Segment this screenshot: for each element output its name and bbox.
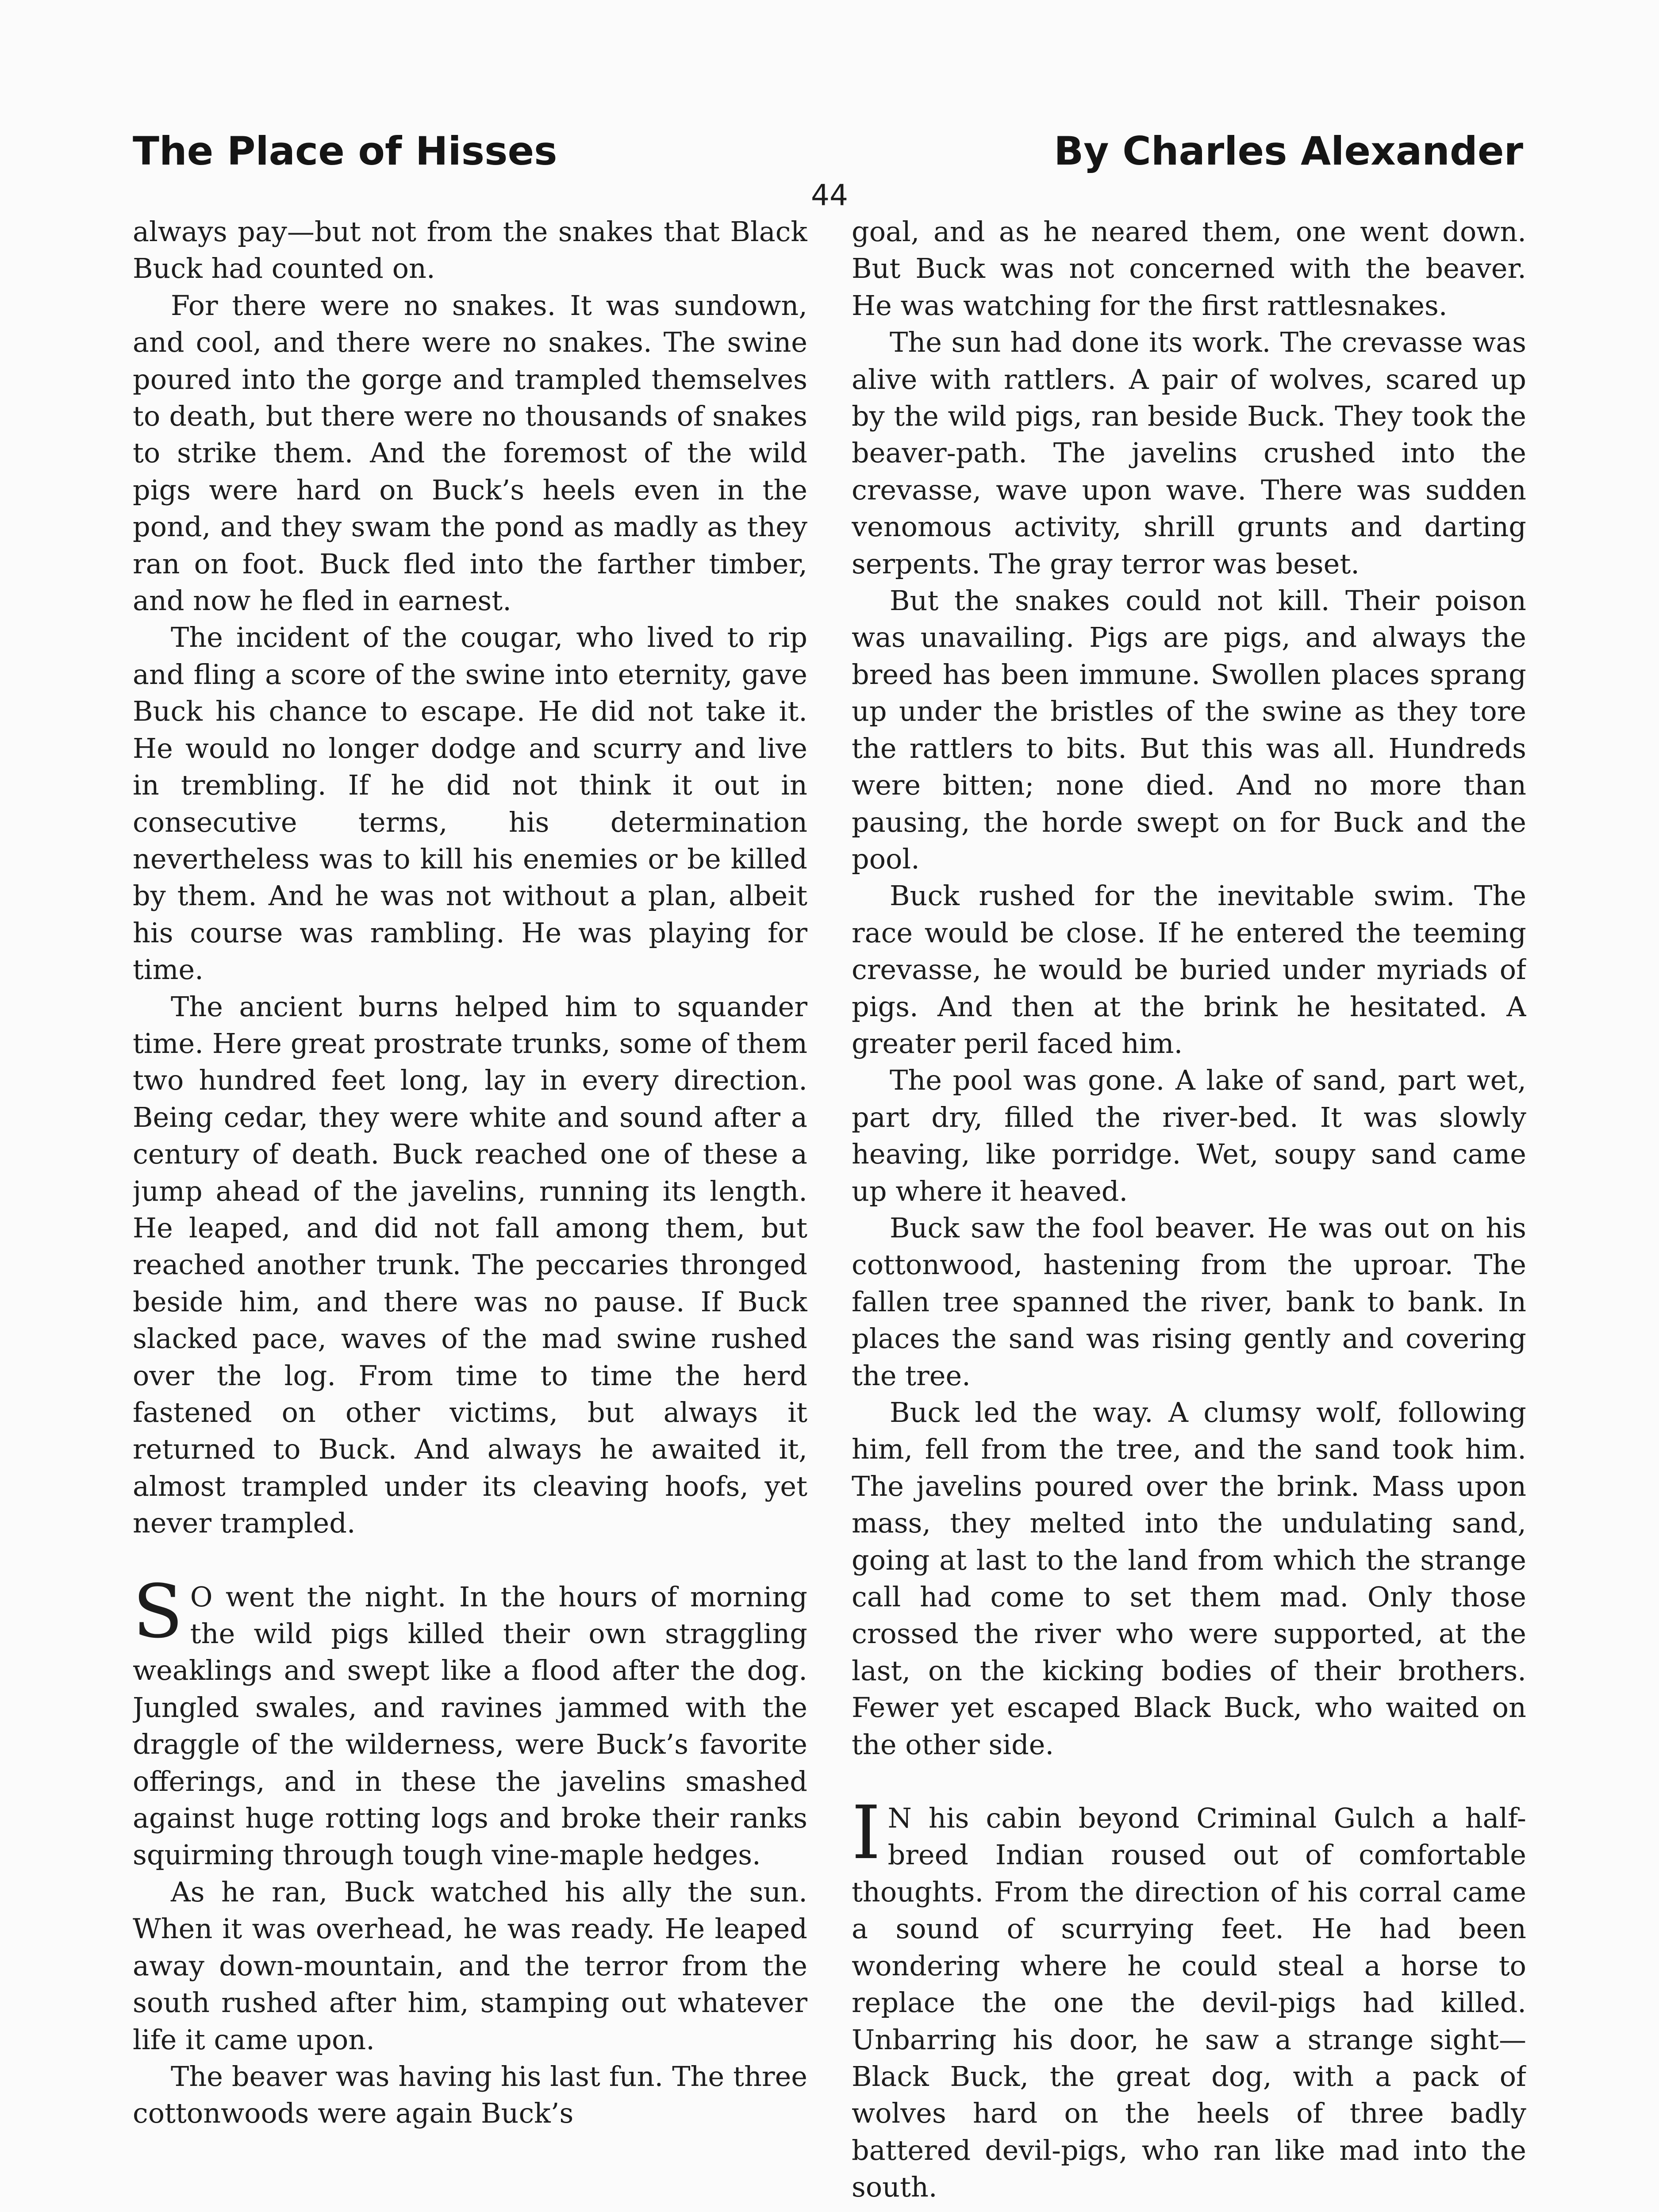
paragraph: The ancient burns helped him to squander time. Here great prostrate trunks, some of them two hundred feet long, lay in every direction. Being cedar, they were white and sound after a century of death. Buck reached one of these a jump ahead of the javelins, running its length. He leaped, and did not fall among them, but reached another trunk. The peccaries thronged beside him, and there was no pause. If Buck slacked pace, waves of the mad swine rushed over the log. From time to time the herd fastened on other victims, but always it returned to Buck. And always he awaited it, almost trampled under its cleaving hoofs, yet never trampled. xyxy=(133,990,807,1540)
paragraph: Buck rushed for the inevitable swim. The race would be close. If he entered the teeming crevasse, he would be buried under myriads of pigs. And then at the brink he hesitated. A greater peril faced him. xyxy=(852,879,1526,1060)
paragraph: always pay—but not from the snakes that Black Buck had counted on. xyxy=(133,215,807,285)
paragraph-text: N his cabin beyond Criminal Gulch a half-breed Indian roused out of comfortable thoughts. From the direction of his corral came a sound of scurrying feet. He had been wondering where he could steal a horse to replace the one the devil-pigs had killed. Unbarring his door, he saw a strange sight—Black Buck, the great dog, with a pack of wolves hard on the heels of three badly battered devil-pigs, who ran like mad into the south. xyxy=(852,1802,1526,2204)
paragraph: The incident of the cougar, who lived to rip and fling a score of the swine into eternity, gave Buck his chance to escape. He did not take it. He would no longer dodge and scurry and live in trembling. If he did not think it out in consecutive terms, his determination nevertheless was to kill his enemies or be killed by them. And he was not without a plan, albeit his course was rambling. He was playing for time. xyxy=(133,621,807,986)
paragraph: goal, and as he neared them, one went down. But Buck was not concerned with the beaver. He was watching for the first rattlesnakes. xyxy=(852,215,1526,322)
section-opening-paragraph xyxy=(852,1790,1526,2205)
paragraph: For there were no snakes. It was sundown, and cool, and there were no snakes. The swine poured into the gorge and trampled themselves to death, but there were no thousands of snakes to strike them. And the foremost of the wild pigs were hard on Buck’s heels even in the pond, and they swam the pond as madly as they ran on foot. Buck fled into the farther timber, and now he fled in earnest. xyxy=(133,289,807,617)
paragraph: But the snakes could not kill. Their poison was unavailing. Pigs are pigs, and always the breed has been immune. Swollen places sprang up under the bristles of the swine as they tore the rattlers to bits. But this was all. Hundreds were bitten; none died. And no more than pausing, the horde swept on for Buck and the pool. xyxy=(852,584,1526,875)
section-opening-paragraph xyxy=(133,1569,807,1874)
paragraph: Buck led the way. A clumsy wolf, following him, fell from the tree, and the sand took him. The javelins poured over the brink. Mass upon mass, they melted into the undulating sand, going at last to the land from which the strange call had come to set them mad. Only those crossed the river who were supported, at the last, on the kicking bodies of their brothers. Fewer yet escaped Black Buck, who waited on the other side. xyxy=(852,1396,1526,1761)
paragraph: The pool was gone. A lake of sand, part wet, part dry, filled the river-bed. It was slowly heaving, like porridge. Wet, soupy sand came up where it heaved. xyxy=(852,1064,1526,1207)
author-byline: By Charles Alexander xyxy=(1054,128,1523,174)
drop-cap: S xyxy=(133,1569,183,1655)
page-number: 44 xyxy=(811,178,848,212)
paragraph-text: O went the night. In the hours of morning the wild pigs killed their own straggling weaklings and swept like a flood after the dog. Jungled swales, and ravines jammed with the draggle of the wilderness, were Buck’s favorite offerings, and in these the javelins smashed against huge rotting logs and broke their ranks squirming through tough vine-maple hedges. xyxy=(133,1580,807,1871)
paragraph: Buck saw the fool beaver. He was out on his cottonwood, hastening from the uproar. The fallen tree spanned the river, bank to bank. In places the sand was rising gently and covering the tree. xyxy=(852,1211,1526,1392)
story-title: The Place of Hisses xyxy=(133,128,557,174)
paragraph: As he ran, Buck watched his ally the sun. When it was overhead, he was ready. He leaped away down-mountain, and the terror from the south rushed after him, stamping out whatever life it came upon. xyxy=(133,1875,807,2056)
paragraph: The sun had done its work. The crevasse was alive with rattlers. A pair of wolves, scared up by the wild pigs, ran beside Buck. They took the beaver-path. The javelins crushed into the crevasse, wave upon wave. There was sudden venomous activity, shrill grunts and darting serpents. The gray terror was beset. xyxy=(852,326,1526,580)
right-column xyxy=(852,213,1526,2212)
drop-cap: I xyxy=(852,1790,881,1876)
left-column xyxy=(133,213,807,2212)
paragraph: The beaver was having his last fun. The three cottonwoods were again Buck’s xyxy=(133,2060,807,2130)
